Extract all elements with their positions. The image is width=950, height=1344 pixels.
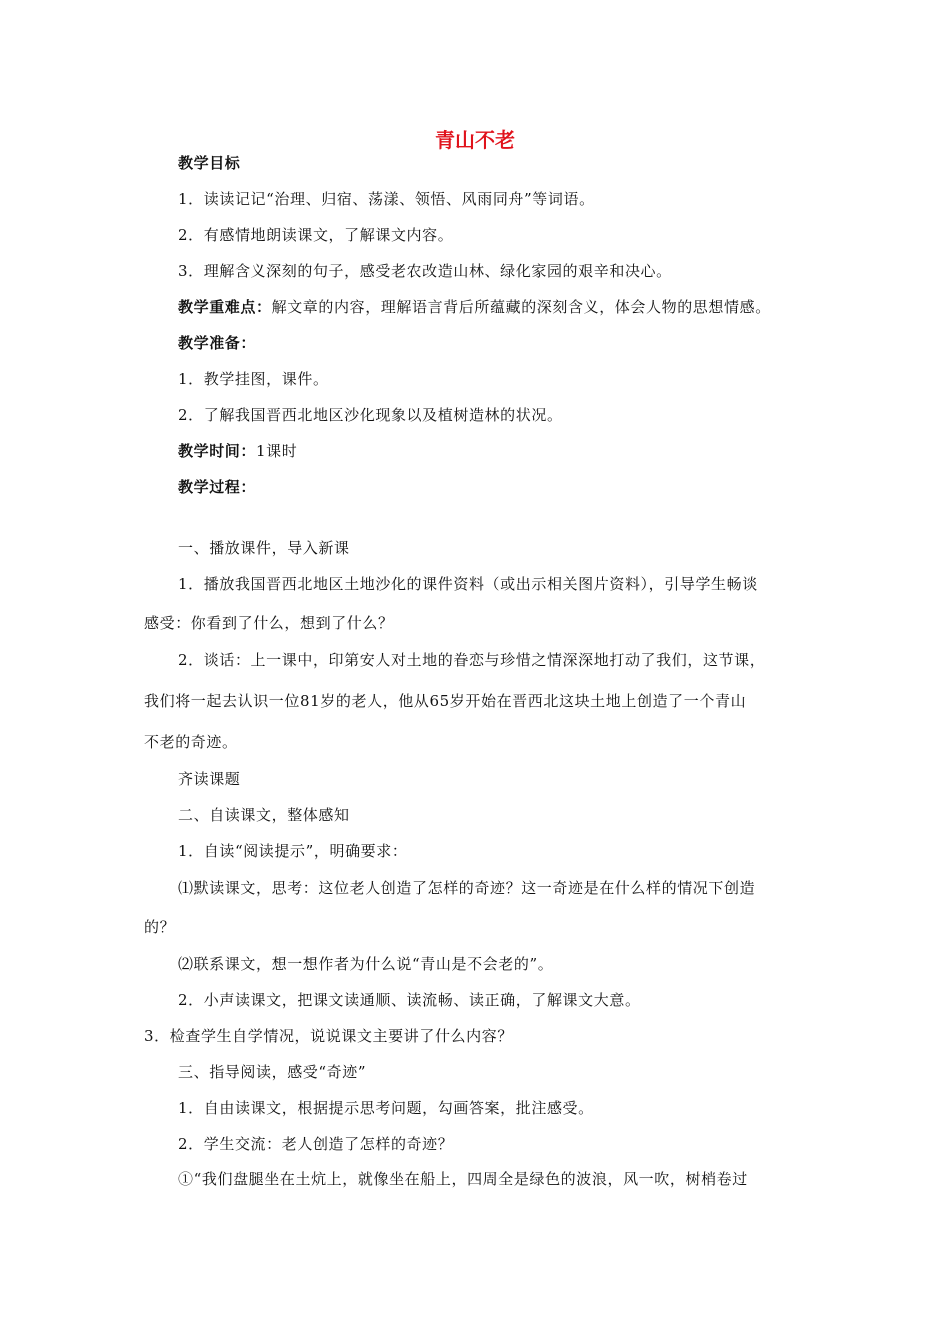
process-line: 2．谈话：上一课中，印第安人对土地的眷恋与珍惜之情深深地打动了我们，这节课， <box>178 651 766 669</box>
key-points-text: 解文章的内容，理解语言背后所蕴藏的深刻含义，体会人物的思想情感。 <box>271 298 771 316</box>
process-line: 我们将一起去认识一位81岁的老人，他从65岁开始在晋西北这块土地上创造了一个青山 <box>144 692 747 710</box>
process-line: 1．自由读课文，根据提示思考问题，勾画答案，批注感受。 <box>178 1099 594 1117</box>
process-line: 1．播放我国晋西北地区土地沙化的课件资料（或出示相关图片资料），引导学生畅谈 <box>178 575 758 593</box>
preparation-item: 2．了解我国晋西北地区沙化现象以及植树造林的状况。 <box>178 406 563 424</box>
process-line: ①“我们盘腿坐在土炕上，就像坐在船上，四周全是绿色的波浪，风一吹，树梢卷过 <box>178 1170 748 1188</box>
process-line: 三、指导阅读，感受“奇迹” <box>178 1063 367 1081</box>
objective-item: 2．有感情地朗读课文，了解课文内容。 <box>178 226 454 244</box>
process-line: 2．小声读课文，把课文读通顺、读流畅、读正确，了解课文大意。 <box>178 991 641 1009</box>
process-line: 一、播放课件，导入新课 <box>178 539 350 557</box>
process-line: 的？ <box>144 918 176 936</box>
objective-item: 3．理解含义深刻的句子，感受老农改造山林、绿化家园的艰辛和决心。 <box>178 262 672 280</box>
key-points-label: 教学重难点： <box>178 298 272 316</box>
process-line: 不老的奇迹。 <box>144 733 238 751</box>
process-line: 2．学生交流：老人创造了怎样的奇迹？ <box>178 1135 454 1153</box>
teaching-time-label: 教学时间： <box>178 442 257 460</box>
objectives-heading: 教学目标 <box>178 154 241 172</box>
process-heading: 教学过程： <box>178 478 257 496</box>
preparation-heading: 教学准备： <box>178 334 257 352</box>
process-line: 齐读课题 <box>178 770 241 788</box>
preparation-item: 1．教学挂图，课件。 <box>178 370 329 388</box>
process-line: 二、自读课文，整体感知 <box>178 806 350 824</box>
process-line: ⑴默读课文，思考：这位老人创造了怎样的奇迹？这一奇迹是在什么样的情况下创造 <box>178 879 756 897</box>
process-line: ⑵联系课文，想一想作者为什么说“青山是不会老的”。 <box>178 955 554 973</box>
objective-item: 1．读读记记“治理、归宿、荡漾、领悟、风雨同舟”等词语。 <box>178 190 595 208</box>
teaching-time <box>178 440 297 461</box>
key-points-paragraph <box>178 296 771 317</box>
document-title: 青山不老 <box>435 128 515 152</box>
teaching-time-value: 1课时 <box>256 442 298 460</box>
process-line: 感受：你看到了什么，想到了什么？ <box>144 614 394 632</box>
process-line: 3．检查学生自学情况，说说课文主要讲了什么内容？ <box>144 1027 513 1045</box>
process-line: 1．自读“阅读提示”，明确要求： <box>178 842 408 860</box>
